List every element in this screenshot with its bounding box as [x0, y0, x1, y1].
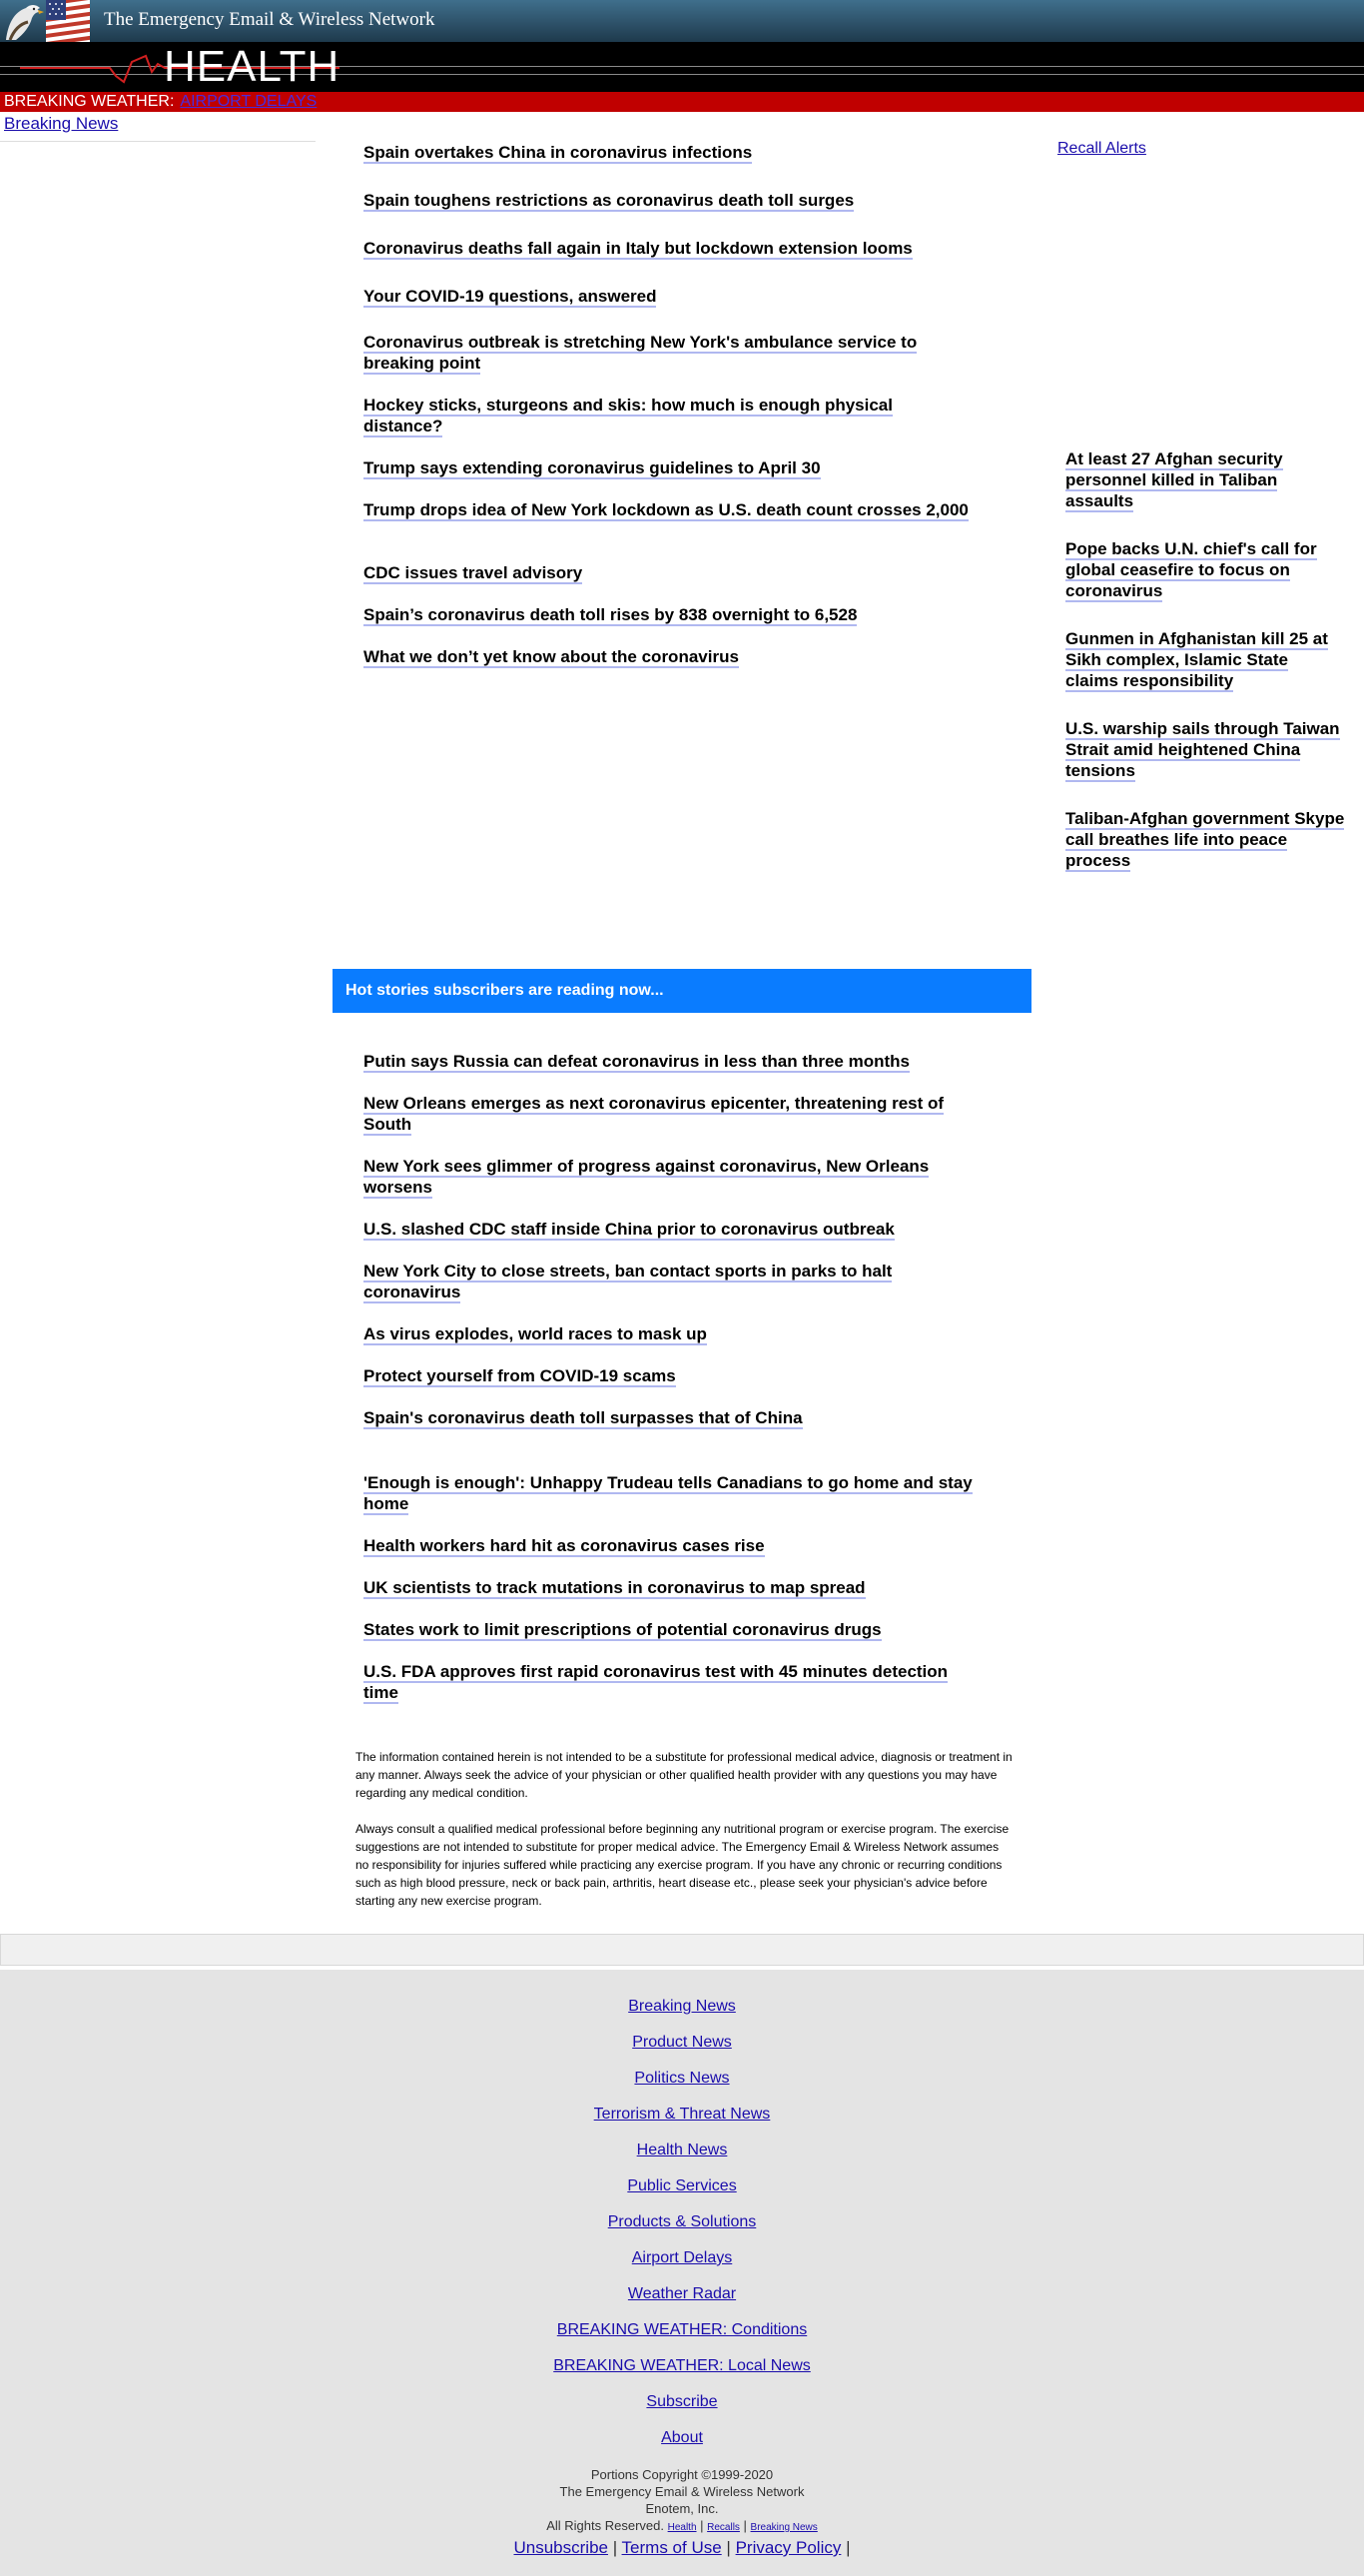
story-link[interactable]: UK scientists to track mutations in coronavirus to map spread — [363, 1578, 866, 1597]
list-item — [363, 1365, 973, 1386]
rights-line: All Rights Reserved. Health | Recalls | Breaking News — [546, 2518, 818, 2533]
list-item — [363, 457, 973, 478]
divider — [0, 141, 316, 142]
list-item — [363, 286, 973, 307]
story-link[interactable]: U.S. slashed CDC staff inside China prior to coronavirus outbreak — [363, 1220, 895, 1239]
footer-link-weather-radar[interactable]: Weather Radar — [627, 2285, 737, 2302]
small-breaking-news-link[interactable]: Breaking News — [750, 2522, 818, 2533]
footer-link-terrorism-news[interactable]: Terrorism & Threat News — [593, 2106, 771, 2123]
footer-link-health-news[interactable]: Health News — [636, 2142, 728, 2158]
list-item — [363, 562, 973, 583]
list-item — [363, 1577, 973, 1598]
side-story-link[interactable]: U.S. warship sails through Taiwan Strait amid heightened China tensions — [1065, 719, 1340, 780]
list-item — [363, 1219, 973, 1240]
list-item — [363, 190, 973, 211]
side-story-link[interactable]: Taliban-Afghan government Skype call breathes life into peace process — [1065, 809, 1345, 870]
list-item — [1065, 448, 1345, 511]
story-link[interactable]: Spain's coronavirus death toll surpasses that of China — [363, 1408, 803, 1427]
legal-links: Unsubscribe | Terms of Use | Privacy Policy | — [513, 2538, 851, 2557]
footer-link-public-services[interactable]: Public Services — [627, 2177, 737, 2194]
terms-of-use-link[interactable]: Terms of Use — [621, 2538, 722, 2557]
story-link[interactable]: Your COVID-19 questions, answered — [363, 287, 657, 306]
list-item — [363, 1261, 973, 1302]
list-item — [363, 1093, 973, 1135]
story-link[interactable]: Protect yourself from COVID-19 scams — [363, 1366, 676, 1385]
copyright-block — [0, 2466, 1364, 2536]
story-link[interactable]: U.S. FDA approves first rapid coronavirus test with 45 minutes detection time — [363, 1662, 949, 1702]
footer-link-subscribe[interactable]: Subscribe — [646, 2393, 718, 2410]
divider-strip — [0, 1934, 1364, 1966]
story-link[interactable]: CDC issues travel advisory — [363, 563, 583, 582]
footer-link-weather-conditions[interactable]: BREAKING WEATHER: Conditions — [556, 2321, 808, 2338]
story-link[interactable]: Spain’s coronavirus death toll rises by 838 overnight to 6,528 — [363, 605, 858, 624]
story-link[interactable]: Hockey sticks, sturgeons and skis: how much is enough physical distance? — [363, 396, 893, 435]
story-link[interactable]: 'Enough is enough': Unhappy Trudeau tells Canadians to go home and stay home — [363, 1473, 973, 1513]
airport-delays-link[interactable]: AIRPORT DELAYS — [180, 93, 318, 110]
medical-disclaimer — [355, 1748, 1015, 1928]
list-item — [363, 646, 973, 667]
unsubscribe-link[interactable]: Unsubscribe — [513, 2538, 608, 2557]
privacy-policy-link[interactable]: Privacy Policy — [735, 2538, 842, 2557]
breaking-news-link[interactable]: Breaking News — [4, 114, 119, 133]
list-item — [363, 332, 973, 374]
disclaimer-paragraph: Always consult a qualified medical professional before beginning any nutritional program or exercise program. The exercise suggestions are not intended to substitute for proper medical advice. The Emergency Email & Wireless Network assumes no responsibility for injuries suffered while practicing any exercise program. If you have any chronic or recurring conditions such as high blood pressure, neck or back pain, arthritis, heart disease etc., please seek your physician's advice before starting any new exercise program. — [355, 1822, 1010, 1908]
list-item — [363, 1535, 973, 1556]
eagle-logo-icon — [2, 0, 44, 42]
section-title: HEALTH — [164, 42, 341, 91]
small-recalls-link[interactable]: Recalls — [707, 2522, 740, 2533]
rights-text: All Rights Reserved. — [546, 2518, 664, 2533]
story-link[interactable]: Health workers hard hit as coronavirus cases rise — [363, 1536, 765, 1555]
footer-link-politics-news[interactable]: Politics News — [634, 2070, 730, 2087]
list-item — [363, 1051, 973, 1072]
list-item — [363, 395, 973, 436]
story-link[interactable]: Coronavirus outbreak is stretching New York's ambulance service to breaking point — [363, 333, 918, 373]
small-health-link[interactable]: Health — [667, 2522, 697, 2533]
story-link[interactable]: New York City to close streets, ban contact sports in parks to halt coronavirus — [363, 1262, 893, 1301]
story-link[interactable]: Spain overtakes China in coronavirus infections — [363, 143, 753, 162]
list-item — [363, 604, 973, 625]
list-item — [1065, 718, 1345, 781]
breaking-weather-label: BREAKING WEATHER: — [4, 93, 175, 110]
footer-link-airport-delays[interactable]: Airport Delays — [631, 2249, 733, 2266]
list-item — [363, 1407, 973, 1428]
copyright-line: Enotem, Inc. — [645, 2501, 719, 2516]
story-link[interactable]: Putin says Russia can defeat coronavirus in less than three months — [363, 1052, 910, 1071]
side-story-link[interactable]: Pope backs U.N. chief's call for global ceasefire to focus on coronavirus — [1065, 539, 1317, 600]
list-item — [1065, 808, 1345, 871]
list-item — [363, 142, 973, 163]
list-item — [363, 1661, 973, 1703]
list-item — [363, 1156, 973, 1198]
side-story-link[interactable]: Gunmen in Afghanistan kill 25 at Sikh complex, Islamic State claims responsibility — [1065, 629, 1328, 690]
footer-link-weather-local-news[interactable]: BREAKING WEATHER: Local News — [553, 2357, 811, 2374]
recall-alerts-link[interactable]: Recall Alerts — [1057, 140, 1146, 157]
health-banner — [0, 42, 1364, 92]
footer-link-about[interactable]: About — [661, 2429, 703, 2446]
list-item — [363, 1323, 973, 1344]
footer-link-breaking-news[interactable]: Breaking News — [628, 1998, 736, 2015]
disclaimer-paragraph: The information contained herein is not intended to be a substitute for professional medical advice, diagnosis or treatment in any manner. Always seek the advice of your physician or other qualified health provider with any questions you may have regarding any medical condition. — [355, 1750, 1013, 1800]
list-item — [363, 238, 973, 259]
story-link[interactable]: Spain toughens restrictions as coronavirus death toll surges — [363, 191, 855, 210]
footer-link-products-solutions[interactable]: Products & Solutions — [607, 2213, 757, 2230]
story-link[interactable]: As virus explodes, world races to mask up — [363, 1324, 707, 1343]
copyright-line: The Emergency Email & Wireless Network — [559, 2484, 805, 2499]
story-link[interactable]: Trump says extending coronavirus guidelines to April 30 — [363, 458, 821, 477]
side-story-link[interactable]: At least 27 Afghan security personnel killed in Taliban assaults — [1065, 449, 1283, 510]
footer-link-product-news[interactable]: Product News — [632, 2034, 732, 2051]
copyright-line: Portions Copyright ©1999-2020 — [590, 2467, 774, 2482]
network-title: The Emergency Email & Wireless Network — [104, 9, 435, 30]
story-link[interactable]: New Orleans emerges as next coronavirus epicenter, threatening rest of South — [363, 1094, 945, 1134]
list-item — [1065, 538, 1345, 601]
hot-stories-heading: Hot stories subscribers are reading now... — [333, 969, 1031, 1013]
story-link[interactable]: States work to limit prescriptions of potential coronavirus drugs — [363, 1620, 882, 1639]
list-item — [363, 499, 973, 520]
story-link[interactable]: Trump drops idea of New York lockdown as U.S. death count crosses 2,000 — [363, 500, 969, 519]
breaking-weather-bar — [0, 92, 1364, 112]
list-item — [1065, 628, 1345, 691]
story-link[interactable]: What we don’t yet know about the coronavirus — [363, 647, 739, 666]
list-item — [363, 1619, 973, 1640]
story-link[interactable]: New York sees glimmer of progress against coronavirus, New Orleans worsens — [363, 1157, 930, 1197]
story-link[interactable]: Coronavirus deaths fall again in Italy but lockdown extension looms — [363, 239, 913, 258]
list-item — [363, 1472, 973, 1514]
american-flag-icon — [46, 0, 90, 42]
top-banner — [0, 0, 1364, 42]
